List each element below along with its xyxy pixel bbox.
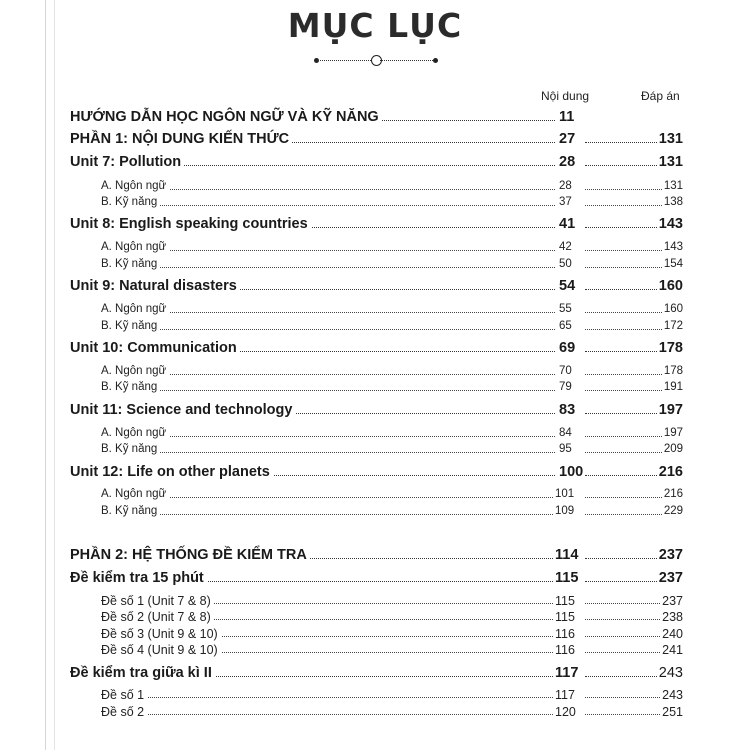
toc-entry-midterm-tests[interactable] — [0, 665, 750, 683]
answer-page: 237 — [658, 570, 683, 586]
toc-entry-label: A. Ngôn ngữ — [101, 365, 169, 377]
page-title: MỤC LỤC — [287, 6, 463, 45]
content-page: 109 — [555, 505, 575, 517]
column-header-answer: Đáp án — [641, 89, 680, 103]
content-page: 84 — [559, 427, 572, 439]
toc-entry-part-1[interactable] — [0, 131, 750, 149]
content-page: 95 — [559, 443, 572, 455]
answer-page: 131 — [663, 180, 683, 192]
content-page: 100 — [559, 464, 584, 480]
content-page: 115 — [555, 594, 575, 608]
dot-leader — [110, 267, 555, 268]
dot-leader — [110, 497, 555, 498]
content-page: 115 — [555, 570, 579, 586]
dot-leader — [110, 250, 555, 251]
answer-page: 138 — [663, 196, 683, 208]
content-page: 79 — [559, 381, 572, 393]
answer-page: 243 — [658, 665, 683, 681]
answer-page: 237 — [658, 547, 683, 563]
toc-entry-label: A. Ngôn ngữ — [101, 241, 169, 253]
toc-entry-label: Unit 10: Communication — [70, 340, 240, 356]
toc-entry-label: Đề số 3 (Unit 9 & 10) — [101, 627, 221, 641]
toc-subentry[interactable] — [0, 196, 750, 211]
toc-subentry[interactable] — [0, 627, 750, 642]
toc-subentry[interactable] — [0, 594, 750, 609]
toc-subentry[interactable] — [0, 688, 750, 703]
dot-leader — [110, 514, 555, 515]
answer-page: 238 — [662, 610, 683, 624]
answer-page: 160 — [658, 278, 683, 294]
toc-entry-label: PHẦN 2: HỆ THỐNG ĐỀ KIỂM TRA — [70, 547, 310, 563]
toc-subentry[interactable] — [0, 241, 750, 256]
dotted-line — [380, 60, 435, 61]
dot-leader — [110, 390, 555, 391]
content-page: 50 — [559, 258, 572, 270]
answer-page: 131 — [658, 131, 683, 147]
content-page: 54 — [559, 278, 576, 294]
answer-page: 243 — [662, 688, 683, 702]
answer-page: 143 — [663, 241, 683, 253]
content-page: 69 — [559, 340, 576, 356]
toc-entry-label: A. Ngôn ngữ — [101, 427, 169, 439]
content-page: 70 — [559, 365, 572, 377]
toc-entry-label: A. Ngôn ngữ — [101, 180, 169, 192]
toc-entry-label: B. Kỹ năng — [101, 196, 160, 208]
answer-page: 160 — [663, 303, 683, 315]
toc-subentry[interactable] — [0, 320, 750, 335]
dot-leader — [110, 329, 555, 330]
toc-subentry[interactable] — [0, 303, 750, 318]
toc-subentry[interactable] — [0, 427, 750, 442]
toc-entry-unit-10[interactable] — [0, 340, 750, 358]
toc-entry-label: B. Kỹ năng — [101, 320, 160, 332]
answer-page: 251 — [662, 705, 683, 719]
toc-entry-unit-11[interactable] — [0, 402, 750, 420]
toc-entry-label: B. Kỹ năng — [101, 443, 160, 455]
content-page: 115 — [555, 610, 575, 624]
toc-entry-unit-7[interactable] — [0, 154, 750, 172]
content-page: 114 — [555, 547, 579, 563]
toc-entry-label: Unit 7: Pollution — [70, 154, 184, 170]
content-page: 101 — [555, 488, 575, 500]
toc-entry-label: Unit 12: Life on other planets — [70, 464, 273, 480]
dot-leader — [110, 312, 555, 313]
dot-leader — [110, 452, 555, 453]
answer-page: 216 — [663, 488, 683, 500]
toc-entry-label: Đề số 2 (Unit 7 & 8) — [101, 610, 214, 624]
dot-leader — [110, 436, 555, 437]
toc-subentry[interactable] — [0, 180, 750, 195]
dot-leader — [110, 697, 555, 698]
answer-page: 229 — [663, 505, 683, 517]
content-page: 116 — [555, 643, 575, 657]
toc-entry-label: Đề số 1 — [101, 688, 147, 702]
answer-page: 143 — [658, 216, 683, 232]
content-page: 42 — [559, 241, 572, 253]
toc-entry-label: HƯỚNG DẪN HỌC NGÔN NGỮ VÀ KỸ NĂNG — [70, 109, 382, 125]
content-page: 120 — [555, 705, 576, 719]
answer-page: 191 — [663, 381, 683, 393]
toc-entry-15-minute-tests[interactable] — [0, 570, 750, 588]
toc-subentry[interactable] — [0, 643, 750, 658]
toc-subentry[interactable] — [0, 488, 750, 503]
dot-icon — [433, 58, 438, 63]
answer-page: 216 — [658, 464, 683, 480]
content-page: 55 — [559, 303, 572, 315]
toc-subentry[interactable] — [0, 258, 750, 273]
answer-page: 240 — [662, 627, 683, 641]
toc-entry-unit-9[interactable] — [0, 278, 750, 296]
content-page: 27 — [559, 131, 576, 147]
content-page: 41 — [559, 216, 576, 232]
toc-entry-label: Đề số 1 (Unit 7 & 8) — [101, 594, 214, 608]
answer-page: 131 — [658, 154, 683, 170]
toc-subentry[interactable] — [0, 610, 750, 625]
answer-page: 178 — [663, 365, 683, 377]
dot-leader — [110, 714, 555, 715]
answer-page: 172 — [663, 320, 683, 332]
toc-entry-unit-12[interactable] — [0, 464, 750, 482]
toc-entry-label: B. Kỹ năng — [101, 258, 160, 270]
toc-entry-label: Đề kiểm tra 15 phút — [70, 570, 207, 586]
answer-page: 241 — [662, 643, 683, 657]
toc-subentry[interactable] — [0, 443, 750, 458]
toc-subentry[interactable] — [0, 505, 750, 520]
content-page: 11 — [559, 109, 575, 125]
toc-entry-label: Đề số 4 (Unit 9 & 10) — [101, 643, 221, 657]
answer-page: 197 — [658, 402, 683, 418]
toc-entry-label: PHẦN 1: NỘI DUNG KIẾN THỨC — [70, 131, 292, 147]
toc-entry-label: Đề kiểm tra giữa kì II — [70, 665, 215, 681]
answer-page: 209 — [663, 443, 683, 455]
toc-entry-label: A. Ngôn ngữ — [101, 488, 169, 500]
dot-leader — [110, 189, 555, 190]
toc-subentry[interactable] — [0, 705, 750, 720]
toc-entry-label: B. Kỹ năng — [101, 381, 160, 393]
content-page: 65 — [559, 320, 572, 332]
answer-page: 154 — [663, 258, 683, 270]
dot-leader — [110, 374, 555, 375]
toc-entry-part-2[interactable] — [0, 547, 750, 565]
toc-subentry[interactable] — [0, 381, 750, 396]
toc-entry-label: B. Kỹ năng — [101, 505, 160, 517]
toc-entry-label: Unit 8: English speaking countries — [70, 216, 311, 232]
answer-page: 237 — [662, 594, 683, 608]
dot-leader — [110, 205, 555, 206]
toc-subentry[interactable] — [0, 365, 750, 380]
content-page: 28 — [559, 180, 572, 192]
toc-entry-unit-8[interactable] — [0, 216, 750, 234]
content-page: 37 — [559, 196, 572, 208]
content-page: 117 — [555, 688, 575, 702]
toc-entry-label: Unit 9: Natural disasters — [70, 278, 240, 294]
toc-entry-label: Đề số 2 — [101, 705, 147, 719]
answer-page: 178 — [658, 340, 683, 356]
column-header-content: Nội dung — [541, 89, 590, 103]
answer-page: 197 — [663, 427, 683, 439]
toc-entry-label: A. Ngôn ngữ — [101, 303, 169, 315]
toc-entry-label: Unit 11: Science and technology — [70, 402, 295, 418]
toc-entry-guide[interactable] — [0, 109, 750, 127]
title-ornament-divider — [314, 55, 438, 66]
dotted-line — [317, 60, 373, 61]
content-page: 28 — [559, 154, 576, 170]
content-page: 83 — [559, 402, 576, 418]
content-page: 117 — [555, 665, 579, 681]
content-page: 116 — [555, 627, 575, 641]
